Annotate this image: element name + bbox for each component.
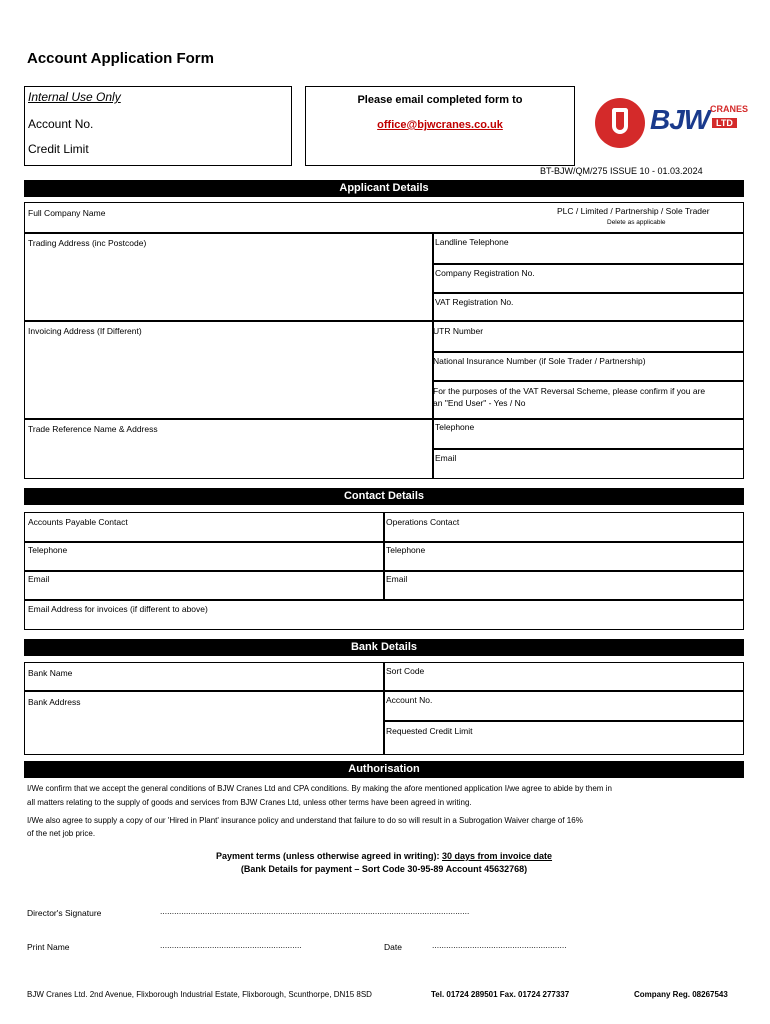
- requested-credit-label: Requested Credit Limit: [386, 726, 473, 736]
- trading-address-label: Trading Address (inc Postcode): [28, 238, 147, 248]
- email-instruction: Please email completed form to: [357, 94, 523, 106]
- telephone-label: Telephone: [435, 422, 475, 432]
- director-signature-line[interactable]: ...................................................................................................................................: [160, 906, 470, 916]
- date-line[interactable]: .........................................................: [432, 940, 567, 950]
- operations-email-field[interactable]: [384, 571, 744, 600]
- bank-details-header: Bank Details: [24, 639, 744, 656]
- date-label: Date: [384, 942, 402, 952]
- bank-name-label: Bank Name: [28, 668, 73, 678]
- footer-company-reg: Company Reg. 08267543: [634, 990, 728, 999]
- landline-label: Landline Telephone: [435, 237, 509, 247]
- sort-code-label: Sort Code: [386, 666, 425, 676]
- footer-contact: Tel. 01724 289501 Fax. 01724 277337: [431, 990, 570, 999]
- operations-telephone-label: Telephone: [386, 545, 426, 555]
- company-type-label: PLC / Limited / Partnership / Sole Trader: [557, 206, 710, 216]
- authorisation-para1-line1: I/We confirm that we accept the general conditions of BJW Cranes Ltd and CPA conditions. By making the afore mentioned application I/we agree to abide by them in: [27, 784, 612, 793]
- email-label: Email: [435, 453, 457, 463]
- internal-use-heading: Internal Use Only: [28, 90, 121, 104]
- logo-bjw: BJW: [650, 104, 710, 135]
- operations-telephone-field[interactable]: [384, 542, 744, 571]
- account-no-label: Account No.: [386, 695, 433, 705]
- authorisation-para2-line2: of the net job price.: [27, 829, 96, 838]
- office-email-link[interactable]: office@bjwcranes.co.uk: [377, 119, 503, 131]
- account-no-field[interactable]: [384, 691, 744, 721]
- company-reg-label: Company Registration No.: [435, 268, 535, 278]
- logo-ltd: LTD: [712, 118, 737, 128]
- page-title: Account Application Form: [27, 50, 214, 67]
- authorisation-header: Authorisation: [24, 761, 744, 778]
- email-field[interactable]: [433, 449, 744, 479]
- bank-name-field[interactable]: [24, 662, 384, 691]
- ni-number-label: National Insurance Number (if Sole Trader / Partnership): [433, 356, 646, 366]
- contact-telephone-label: Telephone: [28, 545, 68, 555]
- utr-label: UTR Number: [433, 326, 484, 336]
- trade-reference-label: Trade Reference Name & Address: [28, 424, 158, 434]
- payment-terms-prefix: Payment terms (unless otherwise agreed in writing):: [215, 851, 442, 861]
- invoice-email-label: Email Address for invoices (if different to above): [28, 604, 208, 614]
- operations-contact-label: Operations Contact: [386, 517, 460, 527]
- vat-reg-label: VAT Registration No.: [435, 297, 514, 307]
- contact-telephone-field[interactable]: [24, 542, 384, 571]
- contact-email-label: Email: [28, 574, 50, 584]
- footer-address: BJW Cranes Ltd. 2nd Avenue, Flixborough Industrial Estate, Flixborough, Scunthorpe, DN15 8SD: [27, 990, 372, 999]
- operations-email-label: Email: [386, 574, 408, 584]
- document-reference: BT-BJW/QM/275 ISSUE 10 - 01.03.2024: [540, 166, 703, 176]
- bank-address-label: Bank Address: [28, 697, 81, 707]
- credit-limit-label: Credit Limit: [28, 142, 89, 156]
- sort-code-field[interactable]: [384, 662, 744, 691]
- payment-bank-line: (Bank Details for payment – Sort Code 30-95-89 Account 45632768): [240, 864, 528, 874]
- authorisation-para2-line1: I/We also agree to supply a copy of our 'Hired in Plant' insurance policy and understand that failure to do so will result in a Subrogation Waiver charge of 16%: [27, 816, 583, 825]
- vat-reversal-text-1: For the purposes of the VAT Reversal Scheme, please confirm if you are: [433, 386, 706, 396]
- contact-details-header: Contact Details: [24, 488, 744, 505]
- authorisation-para1-line2: all matters relating to the supply of goods and services from BJW Cranes Ltd, unless other terms have been agreed in writing.: [27, 798, 472, 807]
- logo-cranes: CRANES: [710, 104, 749, 114]
- account-no-label: Account No.: [28, 117, 94, 131]
- applicant-details-header: Applicant Details: [24, 180, 744, 197]
- vat-reversal-text-2: an "End User" - Yes / No: [433, 398, 526, 408]
- full-company-name-label: Full Company Name: [28, 208, 106, 218]
- invoicing-address-label: Invoicing Address (If Different): [28, 326, 142, 336]
- print-name-label: Print Name: [27, 942, 70, 952]
- director-signature-label: Director's Signature: [27, 908, 102, 918]
- payment-terms-line: [24, 851, 744, 861]
- payment-terms-value: 30 days from invoice date: [442, 851, 553, 861]
- delete-note: Delete as applicable: [607, 219, 666, 226]
- contact-email-field[interactable]: [24, 571, 384, 600]
- accounts-payable-label: Accounts Payable Contact: [28, 517, 128, 527]
- print-name-line[interactable]: ............................................................: [160, 940, 302, 950]
- telephone-field[interactable]: [433, 419, 744, 449]
- hook-icon: [612, 108, 628, 134]
